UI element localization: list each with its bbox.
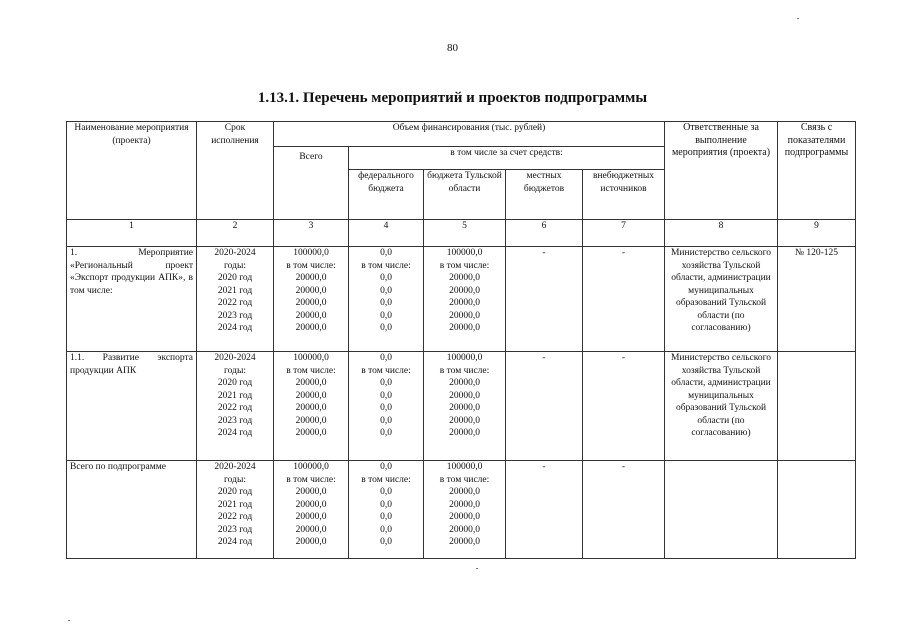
header-regional: бюджета Тульской области [424,170,506,220]
table-row [67,352,856,461]
header-financing: Объем финансирования (тыс. рублей) [274,122,665,147]
responsible-cell: Министерство сельского хозяйства Тульской области, администрации муниципальных образований Тульской области (по согласованию) [665,352,778,461]
extra-cell: - [583,461,665,559]
link-cell [778,352,856,461]
local-cell: - [506,352,583,461]
responsible-cell: Министерство сельского хозяйства Тульской области, администрации муниципальных образований Тульской области (по согласованию) [665,247,778,352]
measure-name: 1. Мероприятие «Региональный проект «Экспорт продукции АПК», в том числе: [67,247,197,352]
table-row [67,247,856,352]
total-cell: 100000,0 в том числе: 20000,0 20000,0 20000,0 20000,0 20000,0 [274,247,349,352]
header-extra: внебюджетных источников [583,170,665,220]
federal-cell: 0,0 в том числе: 0,0 0,0 0,0 0,0 0,0 [349,461,424,559]
link-cell: № 120-125 [778,247,856,352]
header-including: в том числе за счет средств: [349,147,665,170]
header-federal: федерального бюджета [349,170,424,220]
scan-speck [68,620,70,621]
extra-cell: - [583,247,665,352]
page-number: 80 [447,42,458,54]
extra-cell: - [583,352,665,461]
period-cell: 2020-2024 годы: 2020 год 2021 год 2022 год 2023 год 2024 год [197,247,274,352]
header-period: Срок исполнения [197,122,274,220]
column-number: 1 [67,220,197,247]
header-link: Связь с показателями подпрограммы [778,122,856,220]
local-cell: - [506,247,583,352]
table-row [67,461,856,559]
header-total: Всего [274,147,349,220]
local-cell: - [506,461,583,559]
header-name: Наименование мероприятия (проекта) [67,122,197,220]
column-number: 3 [274,220,349,247]
column-number: 5 [424,220,506,247]
federal-cell: 0,0 в том числе: 0,0 0,0 0,0 0,0 0,0 [349,247,424,352]
column-number-row [67,220,856,247]
page-title: 1.13.1. Перечень мероприятий и проектов подпрограммы [257,90,648,106]
link-cell [778,461,856,559]
period-cell: 2020-2024 годы: 2020 год 2021 год 2022 год 2023 год 2024 год [197,352,274,461]
header-responsible: Ответственные за выполнение мероприятия (проекта) [665,122,778,220]
measures-table [66,121,856,559]
column-number: 7 [583,220,665,247]
total-cell: 100000,0 в том числе: 20000,0 20000,0 20000,0 20000,0 20000,0 [274,352,349,461]
column-number: 6 [506,220,583,247]
header-local: местных бюджетов [506,170,583,220]
scan-speck [476,568,478,569]
total-cell: 100000,0 в том числе: 20000,0 20000,0 20000,0 20000,0 20000,0 [274,461,349,559]
column-number: 8 [665,220,778,247]
column-number: 2 [197,220,274,247]
measure-name: 1.1. Развитие экспорта продукции АПК [67,352,197,461]
regional-cell: 100000,0 в том числе: 20000,0 20000,0 20000,0 20000,0 20000,0 [424,352,506,461]
period-cell: 2020-2024 годы: 2020 год 2021 год 2022 год 2023 год 2024 год [197,461,274,559]
regional-cell: 100000,0 в том числе: 20000,0 20000,0 20000,0 20000,0 20000,0 [424,247,506,352]
federal-cell: 0,0 в том числе: 0,0 0,0 0,0 0,0 0,0 [349,352,424,461]
responsible-cell [665,461,778,559]
column-number: 9 [778,220,856,247]
column-number: 4 [349,220,424,247]
scan-speck [797,18,799,19]
regional-cell: 100000,0 в том числе: 20000,0 20000,0 20000,0 20000,0 20000,0 [424,461,506,559]
measure-name: Всего по подпрограмме [67,461,197,559]
